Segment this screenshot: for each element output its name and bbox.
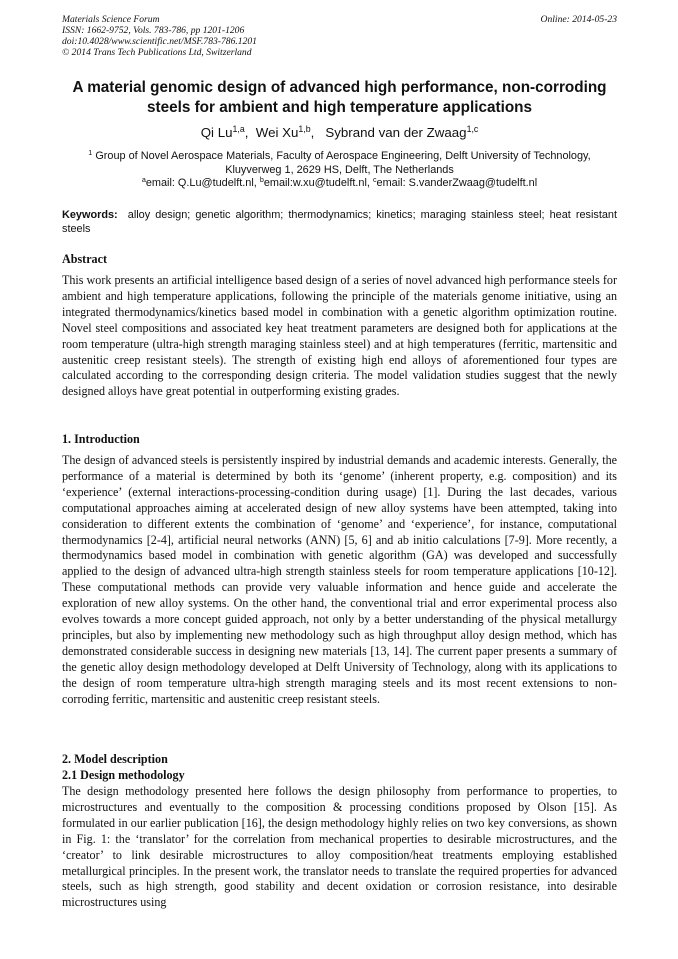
abstract-heading: Abstract (62, 252, 108, 266)
introduction-heading: 1. Introduction (62, 432, 140, 446)
author-name: Wei Xu (255, 125, 299, 140)
journal-name: Materials Science Forum (62, 14, 160, 25)
journal-header (62, 14, 617, 58)
author-marker: 1,c (466, 124, 479, 135)
author-name: Sybrand van der Zwaag (325, 125, 467, 140)
abstract-text: This work presents an artificial intelligence based design of a series of novel advanced high performance steels for ambient and high temperature applications, following the principle of the materials genome initiative, using an integrated thermodynamics/kinetics based model in combination with a genetic algorithm optimization routine. Novel steel compositions and associated key heat treatment parameters are designed both for applications at the room temperature (ultra-high strength maraging stainless steel) and at high temperatures (ferritic, martensitic and austenitic creep resistant steels). The strength of existing high end alloys of aforementioned four types are calculated according to the corresponding design criteria. The model validation studies suggest that the newly designed alloys have great potential in outperforming existing grades. (62, 273, 617, 399)
methodology-subheading: 2.1 Design methodology (62, 768, 185, 782)
model-heading: 2. Model description (62, 752, 168, 766)
keywords-text: alloy design; genetic algorithm; thermodynamics; kinetics; maraging stainless steel; heat resistant steels (62, 209, 617, 235)
email-line (62, 177, 617, 191)
journal-issn: ISSN: 1662-9752, Vols. 783-786, pp 1201-1206 (62, 25, 245, 36)
email-marker: a (141, 175, 146, 185)
introduction-text: The design of advanced steels is persistently inspired by industrial demands and academic interests. Generally, the performance of a material is determined by both its ‘genome’ (inherent property, e.g. composition) and its ‘experience’ (external interactions-processing-condition during usage) [1]. During the last decades, various computational approaches aiming at accelerated design of new alloy systems have been attempted, taking into consideration to different extents the combination of ‘genome’ and ‘experience’, for instance, computational thermodynamics [2-4], artificial neural networks (ANN) [5, 6] and ab initio calculations [7-9]. More recently, a thermodynamics based model in combination with genetic algorithm (GA) was developed and successfully applied to the design of advanced ultra-high strength stainless steels for room temperature applications [10-12]. These computational methods can provide very valuable information and hence guide and accelerate the exploration of new alloy systems. On the other hand, the conventional trial and error experimental process also evolves towards a more concept guided approach, not only by a better understanding of the physical metallurgy principles, but also by implementing new methodology such as high throughput alloy design method, which has demonstrated considerable success in designing new materials [13, 14]. The current paper presents a summary of the genetic alloy design methodology developed at Delft University of Technology, along with its applications to the design of room temperature ultra-high strength maraging steels and its most recent extensions to non-corroding ferritic, martensitic and austenitic creep resistant steels. (62, 453, 617, 706)
journal-doi: doi:10.4028/www.scientific.net/MSF.783-786.1201 (62, 36, 257, 47)
affiliation-block (62, 150, 617, 191)
author-name: Qi Lu (200, 125, 233, 140)
email-marker: b (259, 175, 264, 185)
email-text: email: S.vanderZwaag@tudelft.nl (376, 177, 538, 189)
journal-copyright: © 2014 Trans Tech Publications Ltd, Switzerland (62, 47, 252, 58)
methodology-text: The design methodology presented here follows the design philosophy from performance to properties, to microstructures and eventually to the composition & processing conditions proposed by Olson [15]. As formulated in our earlier publication [16], the design methodology highly relies on two key conversions, as shown in Fig. 1: the ‘translator’ for the correlation from mechanical properties to desirable microstructures, and the ‘creator’ to link desirable microstructures to alloy composition/heat treatments employing established metallurgical principles. In the present work, the translator needs to translate the required properties for advanced steels, such as high strength, good stability and decent oxidation or corrosion resistance, into desirable microstructures using (62, 784, 617, 910)
author-list: Qi Lu$^{1,a}$, Wei Xu$^{1,b}$, Sybrand van der Zwaag$^{1,c}$ (200, 124, 479, 140)
author-marker: 1,a (232, 124, 245, 135)
affiliation (62, 150, 617, 177)
affiliation-marker: 1 (88, 148, 93, 158)
email-text: email: Q.Lu@tudelft.nl, (145, 177, 257, 189)
email-marker: c (372, 175, 377, 185)
affiliation-text: Group of Novel Aerospace Materials, Faculty of Aerospace Engineering, Delft University of Technology, Kluyverweg 1, 2629 HS, Delft, The Netherlands (95, 150, 591, 176)
keywords-label: Keywords: (62, 209, 118, 221)
author-marker: 1,b (298, 124, 311, 135)
keywords (62, 209, 617, 236)
email-text: email:w.xu@tudelft.nl, (263, 177, 370, 189)
paper-title: A material genomic design of advanced high performance, non-corroding steels for ambient and high temperature applications (72, 79, 607, 116)
online-date: Online: 2014-05-23 (540, 14, 617, 25)
